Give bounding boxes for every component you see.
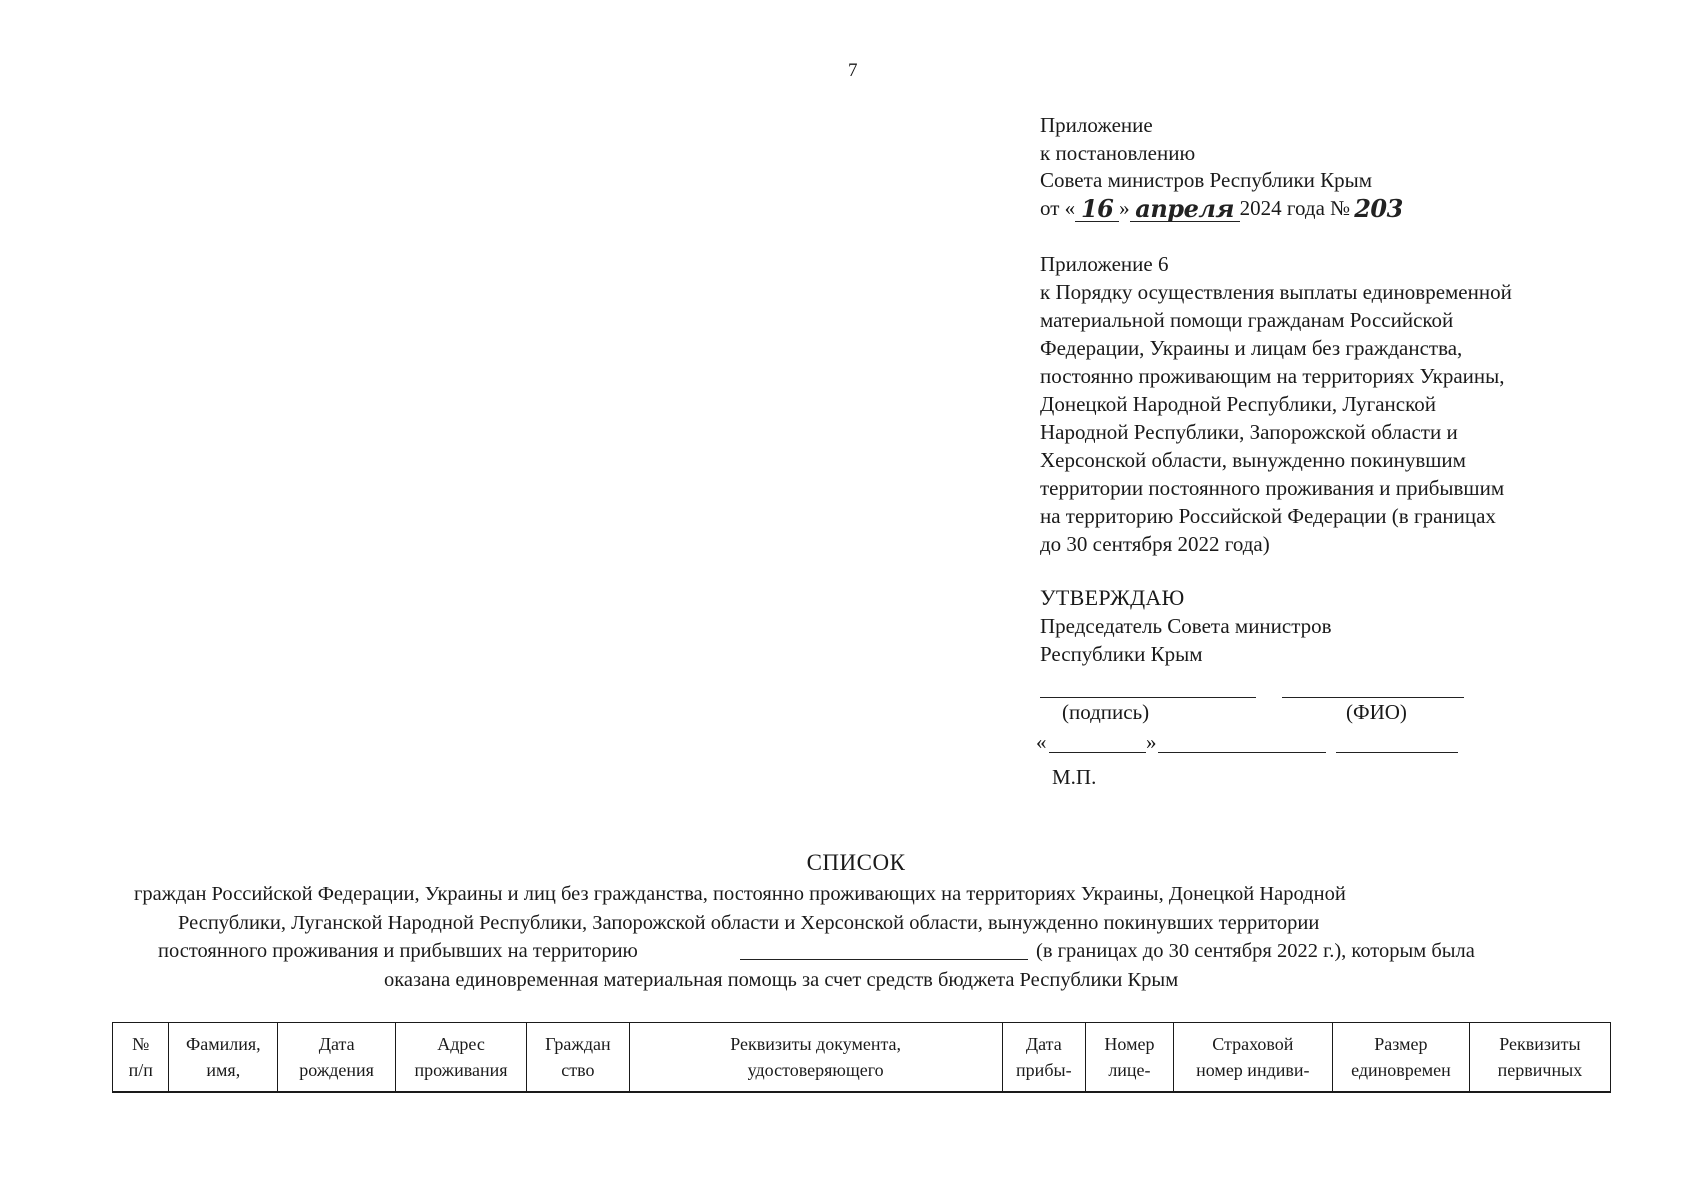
- territory-blank-line: [740, 959, 1028, 960]
- appendix-council: Совета министров Республики Крым: [1040, 168, 1373, 192]
- approval-position-line2: Республики Крым: [1040, 642, 1203, 666]
- resolution-number-handwritten: 203: [1354, 193, 1403, 223]
- date-year: 2024 года №: [1239, 195, 1351, 220]
- procedure-line: Донецкой Народной Республики, Луганской: [1040, 392, 1436, 416]
- column-header-account-number: Номер лице-: [1086, 1023, 1174, 1093]
- procedure-line: Приложение 6: [1040, 252, 1169, 276]
- approval-year-line: [1336, 752, 1458, 753]
- approval-date-close: »: [1146, 730, 1157, 754]
- column-header-birth-date: Дата рождения: [278, 1023, 396, 1093]
- procedure-line: на территорию Российской Федерации (в границах: [1040, 504, 1496, 528]
- procedure-line: до 30 сентября 2022 года): [1040, 532, 1270, 556]
- list-description-line: (в границах до 30 сентября 2022 г.), которым была: [1036, 940, 1475, 962]
- procedure-line: Народной Республики, Запорожской области и: [1040, 420, 1458, 444]
- appendix-title: Приложение: [1040, 113, 1153, 137]
- stamp-placeholder: М.П.: [1052, 765, 1097, 789]
- procedure-line: к Порядку осуществления выплаты единовременной: [1040, 280, 1512, 304]
- name-line: [1282, 697, 1464, 698]
- list-description-line: постоянного проживания и прибывших на территорию: [158, 940, 638, 962]
- page-number: 7: [848, 60, 858, 81]
- recipients-table: [112, 1022, 1611, 1093]
- table-header-row: [113, 1023, 1611, 1093]
- column-header-arrival-date: Дата прибы-: [1002, 1023, 1086, 1093]
- signature-line: [1040, 697, 1256, 698]
- appendix-block: [1040, 112, 1403, 222]
- column-header-identity-document: Реквизиты документа, удостоверяющего: [629, 1023, 1002, 1093]
- procedure-line: Федерации, Украины и лицам без гражданства,: [1040, 336, 1463, 360]
- list-description-line: граждан Российской Федерации, Украины и лиц без гражданства, постоянно проживающих на территориях Украины, Донецкой Народной: [134, 883, 1346, 905]
- approval-month-line: [1158, 752, 1326, 753]
- column-header-payment-amount: Размер единовремен: [1332, 1023, 1469, 1093]
- procedure-line: территории постоянного проживания и прибывшим: [1040, 476, 1505, 500]
- column-header-insurance-number: Страховой номер индиви-: [1173, 1023, 1332, 1093]
- approval-block: [1040, 584, 1332, 668]
- date-day-handwritten: 16: [1075, 197, 1119, 222]
- procedure-line: постоянно проживающим на территориях Украины,: [1040, 364, 1505, 388]
- date-month-handwritten: апреля: [1130, 197, 1240, 222]
- list-description-line: Республики, Луганской Народной Республики, Запорожской области и Херсонской области, вынужденно покинувших территории: [178, 911, 1320, 934]
- column-header-citizenship: Граждан ство: [527, 1023, 630, 1093]
- signature-caption: (подпись): [1062, 700, 1150, 724]
- approval-title: УТВЕРЖДАЮ: [1040, 585, 1185, 610]
- column-header-address: Адрес проживания: [396, 1023, 527, 1093]
- appendix-resolution: к постановлению: [1040, 140, 1196, 165]
- date-prefix: от «: [1040, 195, 1076, 220]
- date-mid: »: [1119, 195, 1130, 220]
- approval-date-open: «: [1036, 730, 1047, 754]
- column-header-primary-details: Реквизиты первичных: [1469, 1023, 1610, 1093]
- name-caption: (ФИО): [1346, 700, 1407, 724]
- procedure-line: Херсонской области, вынужденно покинувшим: [1040, 448, 1466, 472]
- resolution-date-line: [1040, 195, 1403, 223]
- column-header-name: Фамилия, имя,: [169, 1023, 278, 1093]
- list-description-line: оказана единовременная материальная помощь за счет средств бюджета Республики Крым: [384, 968, 1179, 991]
- approval-position-line1: Председатель Совета министров: [1040, 614, 1332, 638]
- procedure-line: материальной помощи гражданам Российской: [1040, 308, 1454, 332]
- approval-day-line: [1049, 752, 1146, 753]
- column-header-number: № п/п: [113, 1023, 169, 1093]
- procedure-block: [1040, 250, 1512, 558]
- list-title: СПИСОК: [806, 850, 906, 875]
